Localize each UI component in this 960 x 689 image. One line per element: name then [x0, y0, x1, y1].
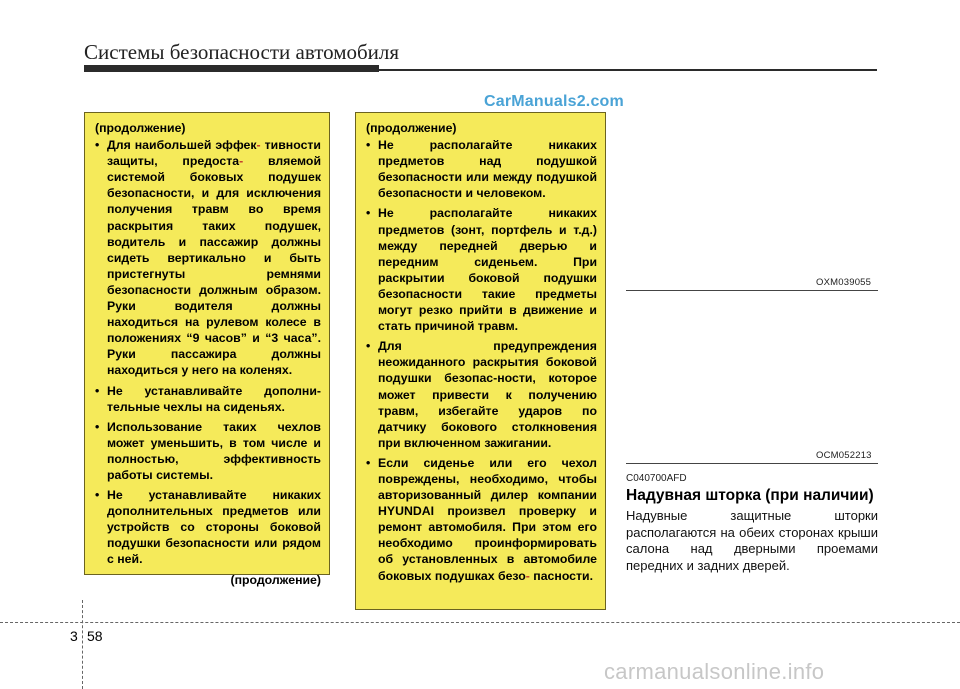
list-item: • Использование таких чехлов может уменьшить, в том числе и полностью, эффективность работы системы. [95, 419, 321, 483]
figure-rule [626, 463, 878, 464]
list-item: • Не располагайте никаких предметов над подушкой безопасности или между подушкой безопасности и человеком. [366, 137, 597, 201]
warning-list [366, 137, 597, 584]
watermark-text: carmanualsonline.info [604, 659, 825, 684]
figure-rule [626, 290, 878, 291]
continued-label: (продолжение) [230, 572, 321, 587]
section-title: Надувная шторка (при наличии) [626, 487, 874, 504]
header-rule [379, 69, 877, 71]
continued-label: (продолжение) [366, 121, 457, 135]
figure-code: OXM039055 [816, 277, 872, 288]
warning-list [95, 137, 321, 567]
page-number: 58 [87, 628, 103, 644]
watermark-link[interactable]: CarManuals2.com [484, 93, 624, 110]
list-item: • Для наибольшей эффек- тивности защиты, предоста- вляемой системой боковых подушек безопасности, и для исключения получения травм во время раскрытия таких подушек, водитель и пассажир должны сидеть вертикально и быть пристегнуты ремнями безопасности должным образом. Руки водителя должны находиться на рулевом колесе в положениях “9 часов” и “3 часа”. Руки пассажира должны находиться у него на коленях. [95, 137, 321, 378]
list-item: • Не устанавливайте дополни-тельные чехлы на сиденьях. [95, 383, 321, 415]
figure-code: OCM052213 [816, 450, 872, 461]
list-item: • Не располагайте никаких предметов (зонт, портфель и т.д.) между передней дверью и передним сиденьем. При раскрытии боковой подушки безопасности такие предметы могут резко прийти в движение и стать причиной травм. [366, 205, 597, 334]
warning-box-left [84, 112, 330, 587]
section-code: C040700AFD [626, 473, 687, 484]
footer-divider [82, 600, 83, 689]
list-item: • Для предупреждения неожиданного раскрытия боковой подушки безопас-ности, которое может привести к получению травм, избегайте ударов по датчику бокового столкновения при включенном зажигании. [366, 338, 597, 451]
warning-box-right [355, 112, 606, 610]
continued-label: (продолжение) [95, 121, 186, 135]
list-item: • Не устанавливайте никаких дополнительных предметов или устройств со стороны боковой подушки безопасности или рядом с ней. [95, 487, 321, 567]
section-body: Надувные защитные шторки располагаются на обеих сторонах крыши салона над дверными проемами передних и задних дверей. [626, 508, 878, 573]
list-item: • Если сиденье или его чехол повреждены, необходимо, чтобы авторизованный дилер компании HYUNDAI произвел проверку и ремонт автомобиля. При этом его необходимо проинформировать об установленных в автомобиле боковых подушках безо- пасности. [366, 455, 597, 584]
header-bar [84, 65, 379, 72]
footer-rule [0, 622, 960, 623]
page-header-title: Системы безопасности автомобиля [84, 40, 400, 64]
chapter-number: 3 [70, 628, 78, 644]
